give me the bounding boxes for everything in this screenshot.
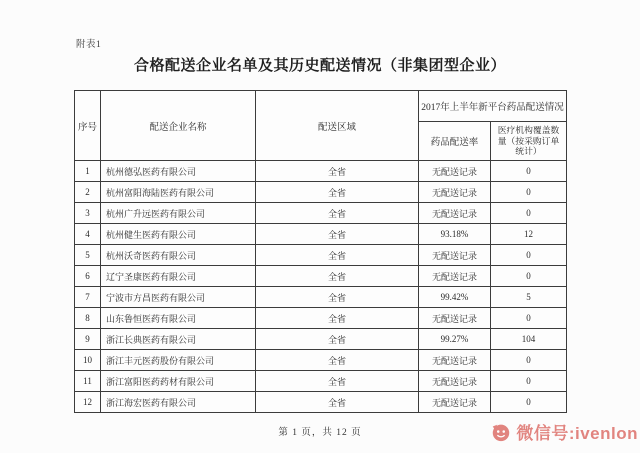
company-name-cell: 杭州健生医药有限公司 <box>101 224 256 245</box>
coverage-cell: 0 <box>491 182 567 203</box>
region-cell: 全省 <box>256 266 419 287</box>
company-name-cell: 浙江富阳医药药材有限公司 <box>101 371 256 392</box>
region-cell: 全省 <box>256 329 419 350</box>
region-cell: 全省 <box>256 182 419 203</box>
region-cell: 全省 <box>256 371 419 392</box>
coverage-cell: 0 <box>491 245 567 266</box>
company-name-cell: 杭州沃奇医药有限公司 <box>101 245 256 266</box>
table-row <box>75 308 567 329</box>
row-index: 4 <box>75 224 101 245</box>
delivery-table <box>74 90 567 413</box>
coverage-cell: 0 <box>491 350 567 371</box>
table-row <box>75 245 567 266</box>
region-cell: 全省 <box>256 308 419 329</box>
row-index: 11 <box>75 371 101 392</box>
header-index: 序号 <box>75 91 101 161</box>
rate-cell: 无配送记录 <box>419 308 491 329</box>
page-title: 合格配送企业名单及其历史配送情况（非集团型企业） <box>133 58 506 74</box>
rate-cell: 无配送记录 <box>419 371 491 392</box>
coverage-cell: 0 <box>491 161 567 182</box>
coverage-cell: 0 <box>491 203 567 224</box>
header-group-2017: 2017年上半年新平台药品配送情况 <box>419 91 567 122</box>
table-row <box>75 392 567 413</box>
row-index: 2 <box>75 182 101 203</box>
rate-cell: 无配送记录 <box>419 161 491 182</box>
coverage-cell: 0 <box>491 371 567 392</box>
region-cell: 全省 <box>256 224 419 245</box>
rate-cell: 93.18% <box>419 224 491 245</box>
company-name-cell: 宁波市方昌医药有限公司 <box>101 287 256 308</box>
table-row <box>75 161 567 182</box>
table-row <box>75 266 567 287</box>
rate-cell: 无配送记录 <box>419 182 491 203</box>
rate-cell: 99.27% <box>419 329 491 350</box>
watermark-text: 微信号:ivenlon <box>516 424 638 443</box>
header-coverage: 医疗机构覆盖数量（按采购订单统计） <box>491 122 567 161</box>
company-name-cell: 浙江海宏医药有限公司 <box>101 392 256 413</box>
row-index: 1 <box>75 161 101 182</box>
company-name-cell: 杭州广升远医药有限公司 <box>101 203 256 224</box>
coverage-cell: 0 <box>491 266 567 287</box>
row-index: 12 <box>75 392 101 413</box>
rate-cell: 无配送记录 <box>419 392 491 413</box>
rate-cell: 无配送记录 <box>419 203 491 224</box>
delivery-table-container <box>74 90 567 413</box>
row-index: 6 <box>75 266 101 287</box>
row-index: 9 <box>75 329 101 350</box>
coverage-cell: 104 <box>491 329 567 350</box>
page-number: 第 1 页，共 12 页 <box>278 428 362 438</box>
annex-label: 附表1 <box>76 40 102 50</box>
company-name-cell: 辽宁圣康医药有限公司 <box>101 266 256 287</box>
rate-cell: 99.42% <box>419 287 491 308</box>
region-cell: 全省 <box>256 161 419 182</box>
region-cell: 全省 <box>256 287 419 308</box>
coverage-cell: 0 <box>491 308 567 329</box>
row-index: 3 <box>75 203 101 224</box>
company-name-cell: 杭州德弘医药有限公司 <box>101 161 256 182</box>
region-cell: 全省 <box>256 350 419 371</box>
region-cell: 全省 <box>256 392 419 413</box>
table-body <box>75 161 567 413</box>
table-row <box>75 350 567 371</box>
row-index: 10 <box>75 350 101 371</box>
company-name-cell: 杭州富阳海陆医药有限公司 <box>101 182 256 203</box>
header-delivery-rate: 药品配送率 <box>419 122 491 161</box>
row-index: 8 <box>75 308 101 329</box>
company-name-cell: 浙江长典医药有限公司 <box>101 329 256 350</box>
table-row <box>75 203 567 224</box>
rate-cell: 无配送记录 <box>419 245 491 266</box>
header-row-1 <box>75 91 567 122</box>
header-company: 配送企业名称 <box>101 91 256 161</box>
coverage-cell: 5 <box>491 287 567 308</box>
region-cell: 全省 <box>256 245 419 266</box>
header-region: 配送区域 <box>256 91 419 161</box>
table-row <box>75 182 567 203</box>
rate-cell: 无配送记录 <box>419 350 491 371</box>
coverage-cell: 0 <box>491 392 567 413</box>
table-row <box>75 287 567 308</box>
region-cell: 全省 <box>256 203 419 224</box>
coverage-cell: 12 <box>491 224 567 245</box>
rate-cell: 无配送记录 <box>419 266 491 287</box>
company-name-cell: 浙江丰元医药股份有限公司 <box>101 350 256 371</box>
table-row <box>75 329 567 350</box>
row-index: 7 <box>75 287 101 308</box>
table-row <box>75 371 567 392</box>
wechat-logo-icon <box>490 421 512 443</box>
company-name-cell: 山东鲁恒医药有限公司 <box>101 308 256 329</box>
row-index: 5 <box>75 245 101 266</box>
table-row <box>75 224 567 245</box>
watermark <box>490 419 638 444</box>
